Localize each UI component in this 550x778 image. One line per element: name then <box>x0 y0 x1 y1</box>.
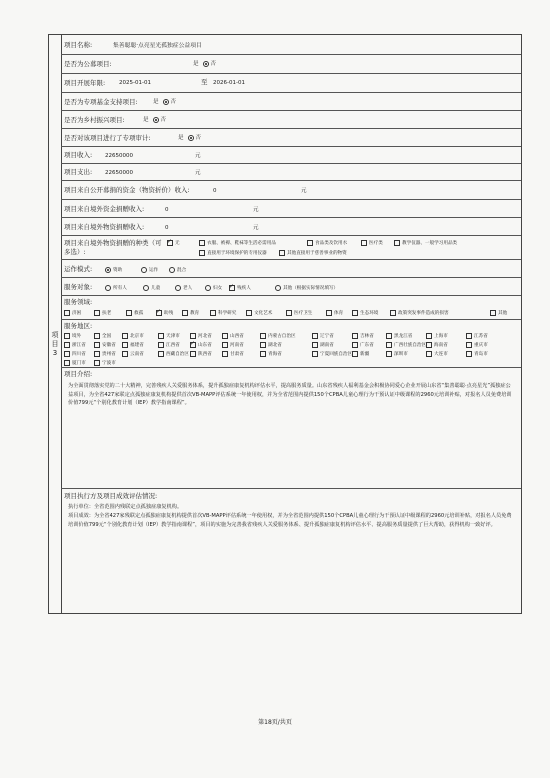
checkbox[interactable] <box>199 250 205 256</box>
target-disabled <box>229 284 251 293</box>
option-item <box>222 341 244 350</box>
goods-type-other <box>279 249 347 258</box>
option-item <box>426 332 448 341</box>
checkbox[interactable] <box>307 240 313 246</box>
option-label: 陕西省 <box>198 352 212 357</box>
option-label: 政策突发事件造成的损害 <box>398 311 449 316</box>
goods-type-medical <box>361 239 383 248</box>
rural-options <box>143 116 166 125</box>
checkbox[interactable] <box>390 310 396 316</box>
checkbox[interactable] <box>279 250 285 256</box>
row-target <box>61 278 521 296</box>
row-public-fundraising <box>61 55 521 74</box>
area-label: 服务地区: <box>64 322 93 330</box>
checkbox[interactable] <box>126 310 132 316</box>
option-label: 助残 <box>164 311 174 316</box>
option-item <box>466 350 488 359</box>
option-no: 否 <box>195 135 202 141</box>
option-item <box>352 350 369 359</box>
checkbox[interactable] <box>210 310 216 316</box>
foreign-cash-unit: 元 <box>253 207 259 213</box>
checkbox[interactable] <box>64 333 70 339</box>
option-label: 河南省 <box>230 343 244 348</box>
checkbox[interactable] <box>466 342 472 348</box>
row-period <box>61 74 521 93</box>
option-label: 青岛市 <box>474 352 488 357</box>
checkbox[interactable] <box>426 333 432 339</box>
checkbox[interactable] <box>426 342 432 348</box>
checkbox[interactable] <box>156 310 162 316</box>
option-item <box>222 350 244 359</box>
option-item <box>246 309 272 318</box>
radio[interactable] <box>105 285 111 291</box>
checkbox[interactable] <box>246 310 252 316</box>
option-label: 山西省 <box>230 334 244 339</box>
checkbox[interactable] <box>94 310 100 316</box>
public-raise-label: 项目来自公开募捐的资金（物资折价）收入: <box>64 186 190 194</box>
option-label: 海南省 <box>434 343 448 348</box>
option-label: 宁波市 <box>102 361 116 366</box>
target-women <box>201 284 222 293</box>
income-unit: 元 <box>195 153 201 159</box>
project-form-table <box>48 34 522 614</box>
option-label: 江苏省 <box>474 334 488 339</box>
checkbox[interactable] <box>158 342 164 348</box>
option-item <box>426 350 448 359</box>
checkbox[interactable] <box>352 342 358 348</box>
income-label: 项目收入: <box>64 151 93 159</box>
option-item <box>190 350 212 359</box>
exec-unit: 执行单位：全省范围内残联定点孤独症康复机构。 <box>68 504 183 510</box>
option-label: 内蒙古自治区 <box>268 334 296 339</box>
row-exec <box>61 489 521 615</box>
radio-no[interactable] <box>188 135 194 141</box>
option-label: 广西壮族自治区 <box>394 343 427 348</box>
option-item <box>286 309 312 318</box>
option-item <box>64 359 86 368</box>
operation-run <box>137 266 158 275</box>
option-item <box>426 341 448 350</box>
option-item <box>312 332 334 341</box>
option-label: 青海省 <box>268 352 282 357</box>
option-item <box>190 341 212 350</box>
radio[interactable] <box>141 267 147 273</box>
option-item <box>94 359 116 368</box>
special-fund-label: 是否为专项基金支持项目: <box>64 98 138 106</box>
operation-text: 资助 <box>113 268 123 273</box>
checkbox[interactable] <box>286 310 292 316</box>
option-item <box>156 309 173 318</box>
checkbox[interactable] <box>64 351 70 357</box>
option-label: 四川省 <box>72 352 86 357</box>
checkbox[interactable] <box>122 333 128 339</box>
checkbox[interactable] <box>466 351 472 357</box>
goods-type-env <box>199 249 267 258</box>
radio[interactable] <box>105 267 111 273</box>
option-label: 厦门市 <box>72 361 86 366</box>
option-label: 湖南省 <box>320 343 334 348</box>
option-label: 辽宁省 <box>320 334 334 339</box>
row-audit <box>61 129 521 147</box>
field-label: 服务领域: <box>64 298 93 306</box>
row-rural <box>61 111 521 129</box>
target-other <box>271 284 338 293</box>
option-item <box>158 332 180 341</box>
public-fundraising-options <box>193 60 216 69</box>
goods-type-text: 衣服、被褥、鞋袜等生活必需用品 <box>207 241 276 246</box>
option-label: 济困 <box>72 311 82 316</box>
row-foreign-cash <box>61 200 521 218</box>
option-label: 救孤 <box>134 311 144 316</box>
radio[interactable] <box>143 285 149 291</box>
checkbox[interactable] <box>182 310 188 316</box>
checkbox[interactable] <box>222 333 228 339</box>
option-item <box>94 332 111 341</box>
exec-label: 项目执行方及项目成效评估情况: <box>64 492 158 500</box>
side-label: 项目3 <box>51 331 59 357</box>
option-item <box>312 341 334 350</box>
option-label: 重庆市 <box>474 343 488 348</box>
option-label: 黑龙江省 <box>394 334 413 339</box>
target-all <box>101 284 127 293</box>
foreign-goods-unit: 元 <box>253 225 259 231</box>
option-item <box>222 332 244 341</box>
row-intro <box>61 368 521 489</box>
option-label: 湖北省 <box>268 343 282 348</box>
checkbox[interactable] <box>260 342 266 348</box>
radio-no[interactable] <box>153 117 159 123</box>
start-date: 2025-01-01 <box>119 80 151 86</box>
option-item <box>64 332 81 341</box>
option-item <box>94 309 111 318</box>
checkbox[interactable] <box>352 333 358 339</box>
option-label: 山东省 <box>198 343 212 348</box>
option-item <box>122 341 144 350</box>
goods-type-text: 医疗类 <box>369 241 383 246</box>
option-item <box>390 309 449 318</box>
option-item <box>312 350 352 359</box>
checkbox[interactable] <box>190 351 196 357</box>
option-label: 天津市 <box>166 334 180 339</box>
option-label: 全国 <box>102 334 112 339</box>
option-label: 江西省 <box>166 343 180 348</box>
checkbox[interactable] <box>190 342 196 348</box>
radio[interactable] <box>169 267 175 273</box>
goods-type-none <box>167 239 180 248</box>
option-item <box>126 309 143 318</box>
option-item <box>122 332 144 341</box>
option-no: 否 <box>160 117 167 123</box>
option-yes: 是 <box>193 61 199 67</box>
checkbox[interactable] <box>64 310 70 316</box>
expense-unit: 元 <box>195 170 201 176</box>
rural-label: 是否为乡村振兴项目: <box>64 116 125 124</box>
option-label: 生态环境 <box>360 311 379 316</box>
checkbox[interactable] <box>260 333 266 339</box>
expense-value: 22650000 <box>105 170 133 176</box>
option-label: 教育 <box>190 311 200 316</box>
option-label: 西藏自治区 <box>166 352 189 357</box>
goods-type-daily <box>199 239 276 248</box>
target-label: 服务对象: <box>64 283 93 291</box>
public-fundraising-label: 是否为公募项目: <box>64 60 112 68</box>
option-label: 贵州省 <box>102 352 116 357</box>
target-text: 所有人 <box>113 286 127 291</box>
option-label: 宁夏回族自治区 <box>320 352 353 357</box>
option-item <box>182 309 199 318</box>
option-item <box>94 350 116 359</box>
row-goods-type <box>61 236 521 260</box>
option-label: 北京市 <box>130 334 144 339</box>
option-item <box>122 350 144 359</box>
option-item <box>94 341 116 350</box>
goods-type-text: 食品类及饮用水 <box>315 241 348 246</box>
radio[interactable] <box>175 285 181 291</box>
checkbox[interactable] <box>167 240 173 246</box>
checkbox[interactable] <box>94 342 100 348</box>
option-label: 浙江省 <box>72 343 86 348</box>
radio[interactable] <box>205 285 211 291</box>
operation-label: 运作模式: <box>64 265 93 273</box>
row-expense <box>61 164 521 181</box>
target-elderly <box>171 284 192 293</box>
project-name-value: 集善聪聪·点亮星光孤独症公益项目 <box>113 43 202 49</box>
option-label: 扶老 <box>102 311 112 316</box>
checkbox[interactable] <box>352 351 358 357</box>
option-item <box>64 341 86 350</box>
goods-type-teaching <box>394 239 457 248</box>
option-label: 广东省 <box>360 343 374 348</box>
expense-label: 项目支出: <box>64 168 93 176</box>
foreign-cash-value: 0 <box>165 207 169 213</box>
page-footer: 第18页/共页 <box>258 719 292 726</box>
checkbox[interactable] <box>426 351 432 357</box>
option-no: 否 <box>210 61 217 67</box>
checkbox[interactable] <box>94 333 100 339</box>
goods-type-text: 教学仪器、一般学习用品类 <box>402 241 458 246</box>
foreign-cash-label: 项目来自境外资金捐赠收入: <box>64 205 145 213</box>
option-label: 福建省 <box>130 343 144 348</box>
option-label: 新疆 <box>360 352 370 357</box>
option-item <box>64 350 86 359</box>
option-yes: 是 <box>143 117 149 123</box>
checkbox[interactable] <box>312 351 318 357</box>
goods-type-text: 直接用于环境保护的专用仪器 <box>207 251 267 256</box>
operation-text: 混合 <box>177 268 187 273</box>
checkbox[interactable] <box>260 351 266 357</box>
checkbox[interactable] <box>199 240 205 246</box>
checkbox[interactable] <box>94 351 100 357</box>
exec-effect: 项目成效：为全省427家残联定点孤独症康复机构提供首次VB-MAPP评估系统一年使用权，并为全省范围内提供150个CPBA儿童心理行为干预认证中级课程的2960元培训补贴，对报名人员免费培训价值799元“个别化教育计划（IEP）教学指南课程”，项目的实施为完善我省残疾人关爱服务体系、提升孤独症康复机构评估水平、提高服务质量提供了巨大帮助，获得机构一致好评。 <box>68 513 512 528</box>
checkbox[interactable] <box>312 333 318 339</box>
audit-options <box>178 134 201 143</box>
target-text: 儿童 <box>151 286 161 291</box>
intro-text: 为全面贯彻落实党的二十大精神，完善残疾人关爱服务体系，提升孤独症康复机构评估水平，提高服务质量。山东省残疾人福利基金会积极协同爱心企业开展山东省“集善聪聪·点亮星光”孤独症公益项目，为全省427家联定点孤独症康复机构提供首次VB-MAPP评估系统一年使用权，并为全省范围内提供150个CPBA儿童心理行为干预认证中级课程的2960元培训补贴，对报名人员免费培训价值799元“个别化教育计划（IEP）教学指南课程”。 <box>68 383 512 406</box>
row-foreign-goods <box>61 218 521 236</box>
option-label: 文化艺术 <box>254 311 273 316</box>
option-label: 上海市 <box>434 334 448 339</box>
option-label: 甘肃省 <box>230 352 244 357</box>
project-name-label: 项目名称: <box>64 41 93 49</box>
row-special-fund <box>61 93 521 111</box>
goods-type-text: 无 <box>175 241 180 246</box>
checkbox[interactable] <box>94 360 100 366</box>
option-item <box>466 341 488 350</box>
intro-label: 项目介绍: <box>64 370 93 378</box>
end-date: 2026-01-01 <box>213 80 245 86</box>
checkbox[interactable] <box>122 351 128 357</box>
to-label: 至 <box>201 78 208 86</box>
option-no: 否 <box>170 99 177 105</box>
checkbox[interactable] <box>352 310 358 316</box>
foreign-goods-value: 0 <box>165 225 169 231</box>
option-label: 安徽省 <box>102 343 116 348</box>
area-options <box>64 332 519 368</box>
option-item <box>466 332 488 341</box>
option-label: 吉林省 <box>360 334 374 339</box>
checkbox[interactable] <box>361 240 367 246</box>
checkbox[interactable] <box>466 333 472 339</box>
option-label: 云南省 <box>130 352 144 357</box>
option-label: 大连市 <box>434 352 448 357</box>
row-project-name <box>61 35 521 55</box>
checkbox[interactable] <box>326 310 332 316</box>
option-item <box>260 332 296 341</box>
checkbox[interactable] <box>386 351 392 357</box>
goods-type-text: 其他直接用于慈善事业的物资 <box>287 251 347 256</box>
option-label: 深圳市 <box>394 352 408 357</box>
income-value: 22650000 <box>105 153 133 159</box>
option-label: 其他 <box>498 311 508 316</box>
checkbox[interactable] <box>64 342 70 348</box>
option-item <box>490 309 507 318</box>
target-text: 残疾人 <box>237 286 251 291</box>
option-item <box>260 350 282 359</box>
option-item <box>158 341 180 350</box>
checkbox[interactable] <box>158 333 164 339</box>
public-raise-value: 0 <box>213 188 217 194</box>
row-public-raise <box>61 181 521 200</box>
option-label: 医疗卫生 <box>294 311 313 316</box>
row-operation <box>61 260 521 278</box>
option-item <box>386 350 408 359</box>
option-item <box>64 309 81 318</box>
radio-no[interactable] <box>203 61 209 67</box>
target-text: 老人 <box>183 286 193 291</box>
row-area <box>61 320 521 368</box>
checkbox[interactable] <box>229 285 235 291</box>
target-children <box>139 284 160 293</box>
option-label: 河北省 <box>198 334 212 339</box>
option-item <box>352 341 374 350</box>
option-item <box>352 309 378 318</box>
option-item <box>386 332 412 341</box>
option-label: 境外 <box>72 334 82 339</box>
option-yes: 是 <box>178 135 184 141</box>
operation-mixed <box>165 266 186 275</box>
special-fund-options <box>153 98 176 107</box>
option-item <box>210 309 236 318</box>
option-item <box>326 309 343 318</box>
option-item <box>260 341 282 350</box>
checkbox[interactable] <box>312 342 318 348</box>
checkbox[interactable] <box>386 342 392 348</box>
operation-funding <box>101 266 122 275</box>
radio-no[interactable] <box>163 99 169 105</box>
operation-text: 运作 <box>149 268 159 273</box>
row-field <box>61 296 521 320</box>
checkbox[interactable] <box>64 360 70 366</box>
checkbox[interactable] <box>222 351 228 357</box>
checkbox[interactable] <box>490 310 496 316</box>
option-item <box>386 341 426 350</box>
option-item <box>158 350 189 359</box>
checkbox[interactable] <box>222 342 228 348</box>
period-label: 项目开展年限: <box>64 79 106 87</box>
option-item <box>352 332 374 341</box>
checkbox[interactable] <box>394 240 400 246</box>
audit-label: 是否对该项目进行了专项审计: <box>64 134 151 142</box>
foreign-goods-label: 项目来自境外物资捐赠收入: <box>64 223 145 231</box>
row-income <box>61 147 521 164</box>
checkbox[interactable] <box>386 333 392 339</box>
goods-type-food <box>307 239 347 248</box>
checkbox[interactable] <box>158 351 164 357</box>
goods-type-label: 项目来自境外物资捐赠的种类（可多选）: <box>64 239 162 256</box>
option-yes: 是 <box>153 99 159 105</box>
radio[interactable] <box>275 285 281 291</box>
public-raise-unit: 元 <box>301 188 307 194</box>
checkbox[interactable] <box>122 342 128 348</box>
target-text: 妇女 <box>213 286 223 291</box>
option-label: 科学研究 <box>218 311 237 316</box>
target-text: 其他（根据实际情况填写） <box>283 286 339 291</box>
option-label: 体育 <box>334 311 344 316</box>
field-options <box>64 309 519 318</box>
